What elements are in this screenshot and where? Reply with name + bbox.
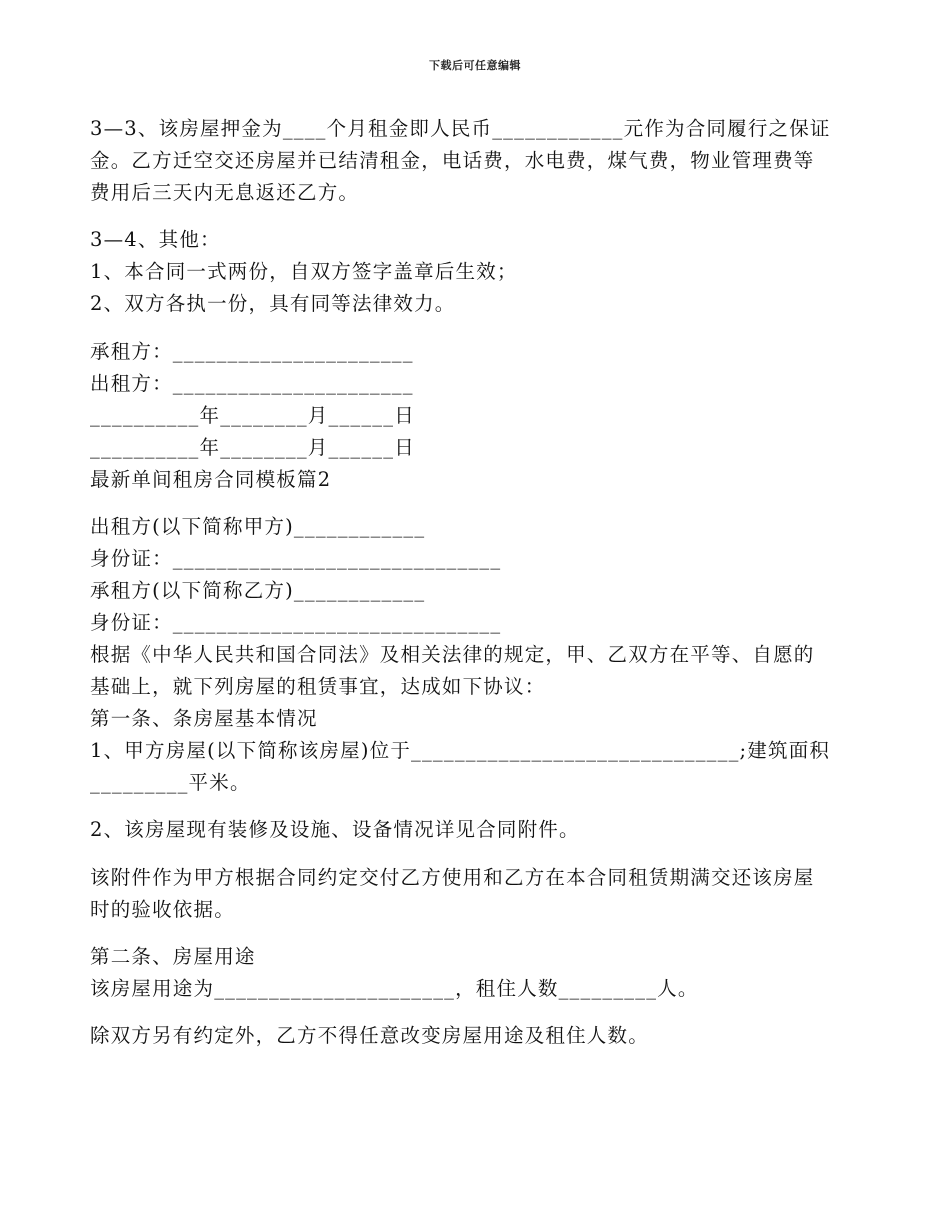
clause-title: 第一条、条房屋基本情况 xyxy=(90,707,318,730)
signature-line: 出租方：______________________ xyxy=(90,372,414,395)
clause-title: 第二条、房屋用途 xyxy=(90,945,256,968)
section-title: 最新单间租房合同模板篇2 xyxy=(90,468,332,491)
date-line: __________年________月______日 xyxy=(90,436,415,459)
text-line: 承租方(以下简称乙方)____________ xyxy=(90,579,426,602)
text-line: 费用后三天内无息返还乙方。 xyxy=(90,181,360,204)
text-line: 基础上，就下列房屋的租赁事宜，达成如下协议： xyxy=(90,675,546,698)
text-line: _________平米。 xyxy=(90,771,251,794)
text-line: 时的验收依据。 xyxy=(90,898,235,921)
text-line: 身份证：______________________________ xyxy=(90,547,502,570)
page-header: 下载后可任意编辑 xyxy=(429,59,521,72)
text-line: 身份证：______________________________ xyxy=(90,611,502,634)
signature-line: 承租方：______________________ xyxy=(90,340,414,363)
text-line: 金。乙方迁空交还房屋并已结清租金，电话费，水电费，煤气费，物业管理费等 xyxy=(90,149,815,172)
text-line: 2、双方各执一份，具有同等法律效力。 xyxy=(90,292,456,315)
text-line: 2、该房屋现有装修及设施、设备情况详见合同附件。 xyxy=(90,818,580,841)
text-line: 该房屋用途为______________________，租住人数_________人。 xyxy=(90,977,699,1000)
text-line: 该附件作为甲方根据合同约定交付乙方使用和乙方在本合同租赁期满交还该房屋 xyxy=(90,866,815,889)
date-line: __________年________月______日 xyxy=(90,404,415,427)
text-line: 除双方另有约定外，乙方不得任意改变房屋用途及租住人数。 xyxy=(90,1024,649,1047)
text-line: 1、本合同一式两份，自双方签字盖章后生效； xyxy=(90,260,518,283)
text-line: 3—3、该房屋押金为____个月租金即人民币____________元作为合同履行之保证 xyxy=(90,117,831,140)
text-line: 出租方(以下简称甲方)____________ xyxy=(90,515,426,538)
text-line: 3—4、其他： xyxy=(90,228,221,251)
text-line: 根据《中华人民共和国合同法》及相关法律的规定，甲、乙双方在平等、自愿的 xyxy=(90,643,815,666)
text-line: 1、甲方房屋(以下简称该房屋)位于______________________________;建筑面积 xyxy=(90,739,831,762)
